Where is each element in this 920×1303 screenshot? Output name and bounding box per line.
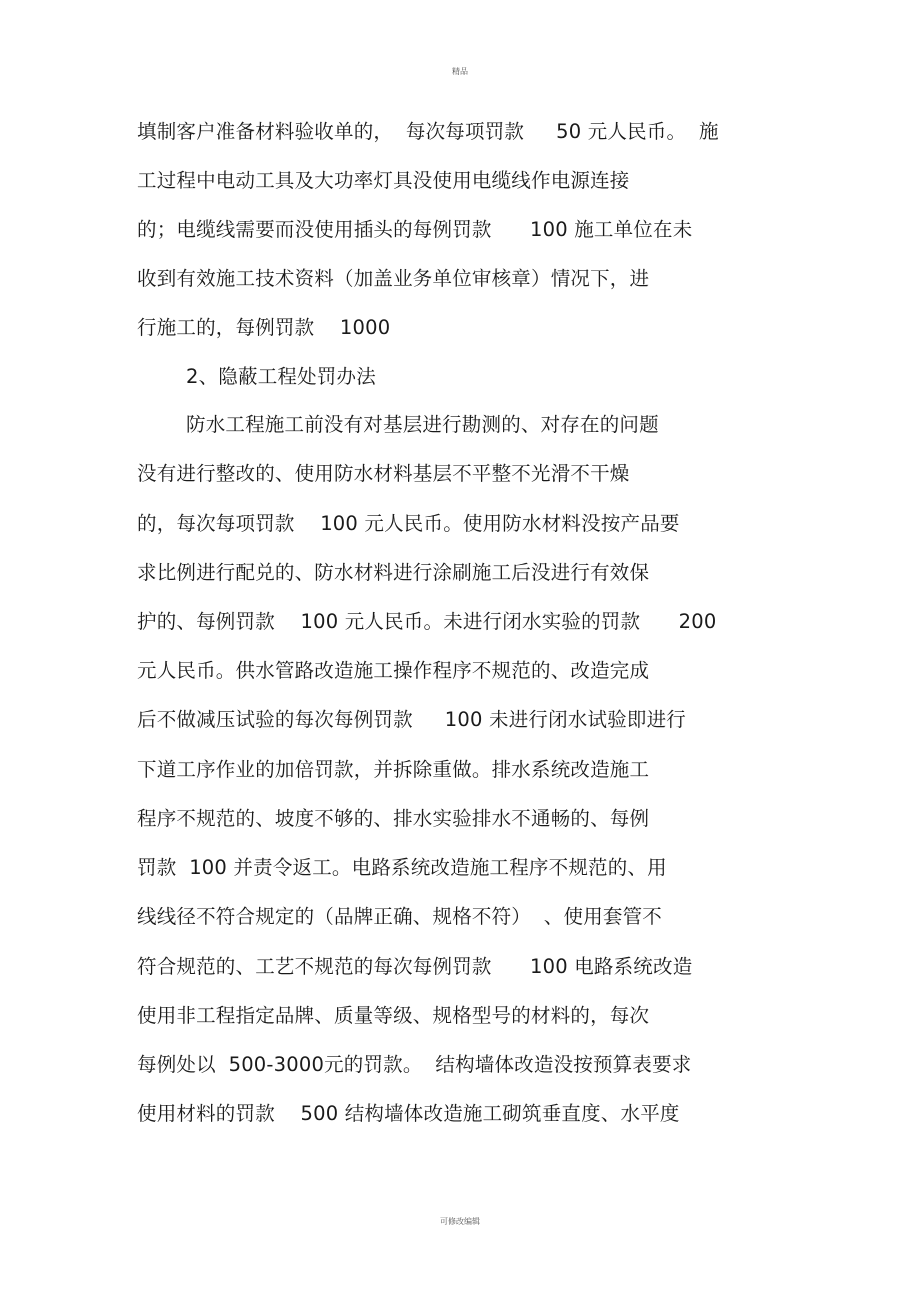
text-line: 线线径不符合规定的（品牌正确、规格不符） 、使用套管不	[137, 905, 662, 928]
text-line: 程序不规范的、坡度不够的、排水实验排水不通畅的、每例	[137, 807, 650, 830]
text-line: 防水工程施工前没有对基层进行勘测的、对存在的问题	[186, 413, 659, 436]
text-line: 下道工序作业的加倍罚款，并拆除重做。排水系统改造施工	[137, 758, 650, 781]
text-line: 使用非工程指定品牌、质量等级、规格型号的材料的，每次	[137, 1004, 650, 1027]
text-line: 罚款 100 并责令返工。电路系统改造施工程序不规范的、用	[137, 856, 667, 879]
page-footer-mark: 可修改编辑	[440, 1217, 480, 1226]
text-line: 元人民币。供水管路改造施工操作程序不规范的、改造完成	[137, 659, 650, 682]
text-line: 使用材料的罚款 500 结构墙体改造施工砌筑垂直度、水平度	[137, 1102, 680, 1125]
text-line: 后不做减压试验的每次每例罚款 100 未进行闭水试验即进行	[137, 708, 687, 731]
text-line: 的，每次每项罚款 100 元人民币。使用防水材料没按产品要	[137, 512, 680, 535]
text-line: 没有进行整改的、使用防水材料基层不平整不光滑不干燥	[137, 462, 630, 485]
text-line: 的；电缆线需要而没使用插头的每例罚款 100 施工单位在未	[137, 218, 693, 241]
section-heading: 2、隐蔽工程处罚办法	[186, 365, 376, 388]
text-line: 每例处以 500-3000元的罚款。 结构墙体改造没按预算表要求	[137, 1053, 692, 1076]
text-line: 填制客户准备材料验收单的， 每次每项罚款 50 元人民币。 施	[137, 120, 719, 143]
page-header-mark: 精品	[452, 67, 468, 76]
text-line: 护的、每例罚款 100 元人民币。未进行闭水实验的罚款 200	[137, 610, 717, 633]
text-line: 收到有效施工技术资料（加盖业务单位审核章）情况下，进	[137, 267, 650, 290]
text-line: 工过程中电动工具及大功率灯具没使用电缆线作电源连接	[137, 169, 630, 192]
text-line: 求比例进行配兑的、防水材料进行涂刷施工后没进行有效保	[137, 561, 650, 584]
text-line: 符合规范的、工艺不规范的每次每例罚款 100 电路系统改造	[137, 955, 693, 978]
text-line: 行施工的，每例罚款 1000	[137, 316, 391, 339]
